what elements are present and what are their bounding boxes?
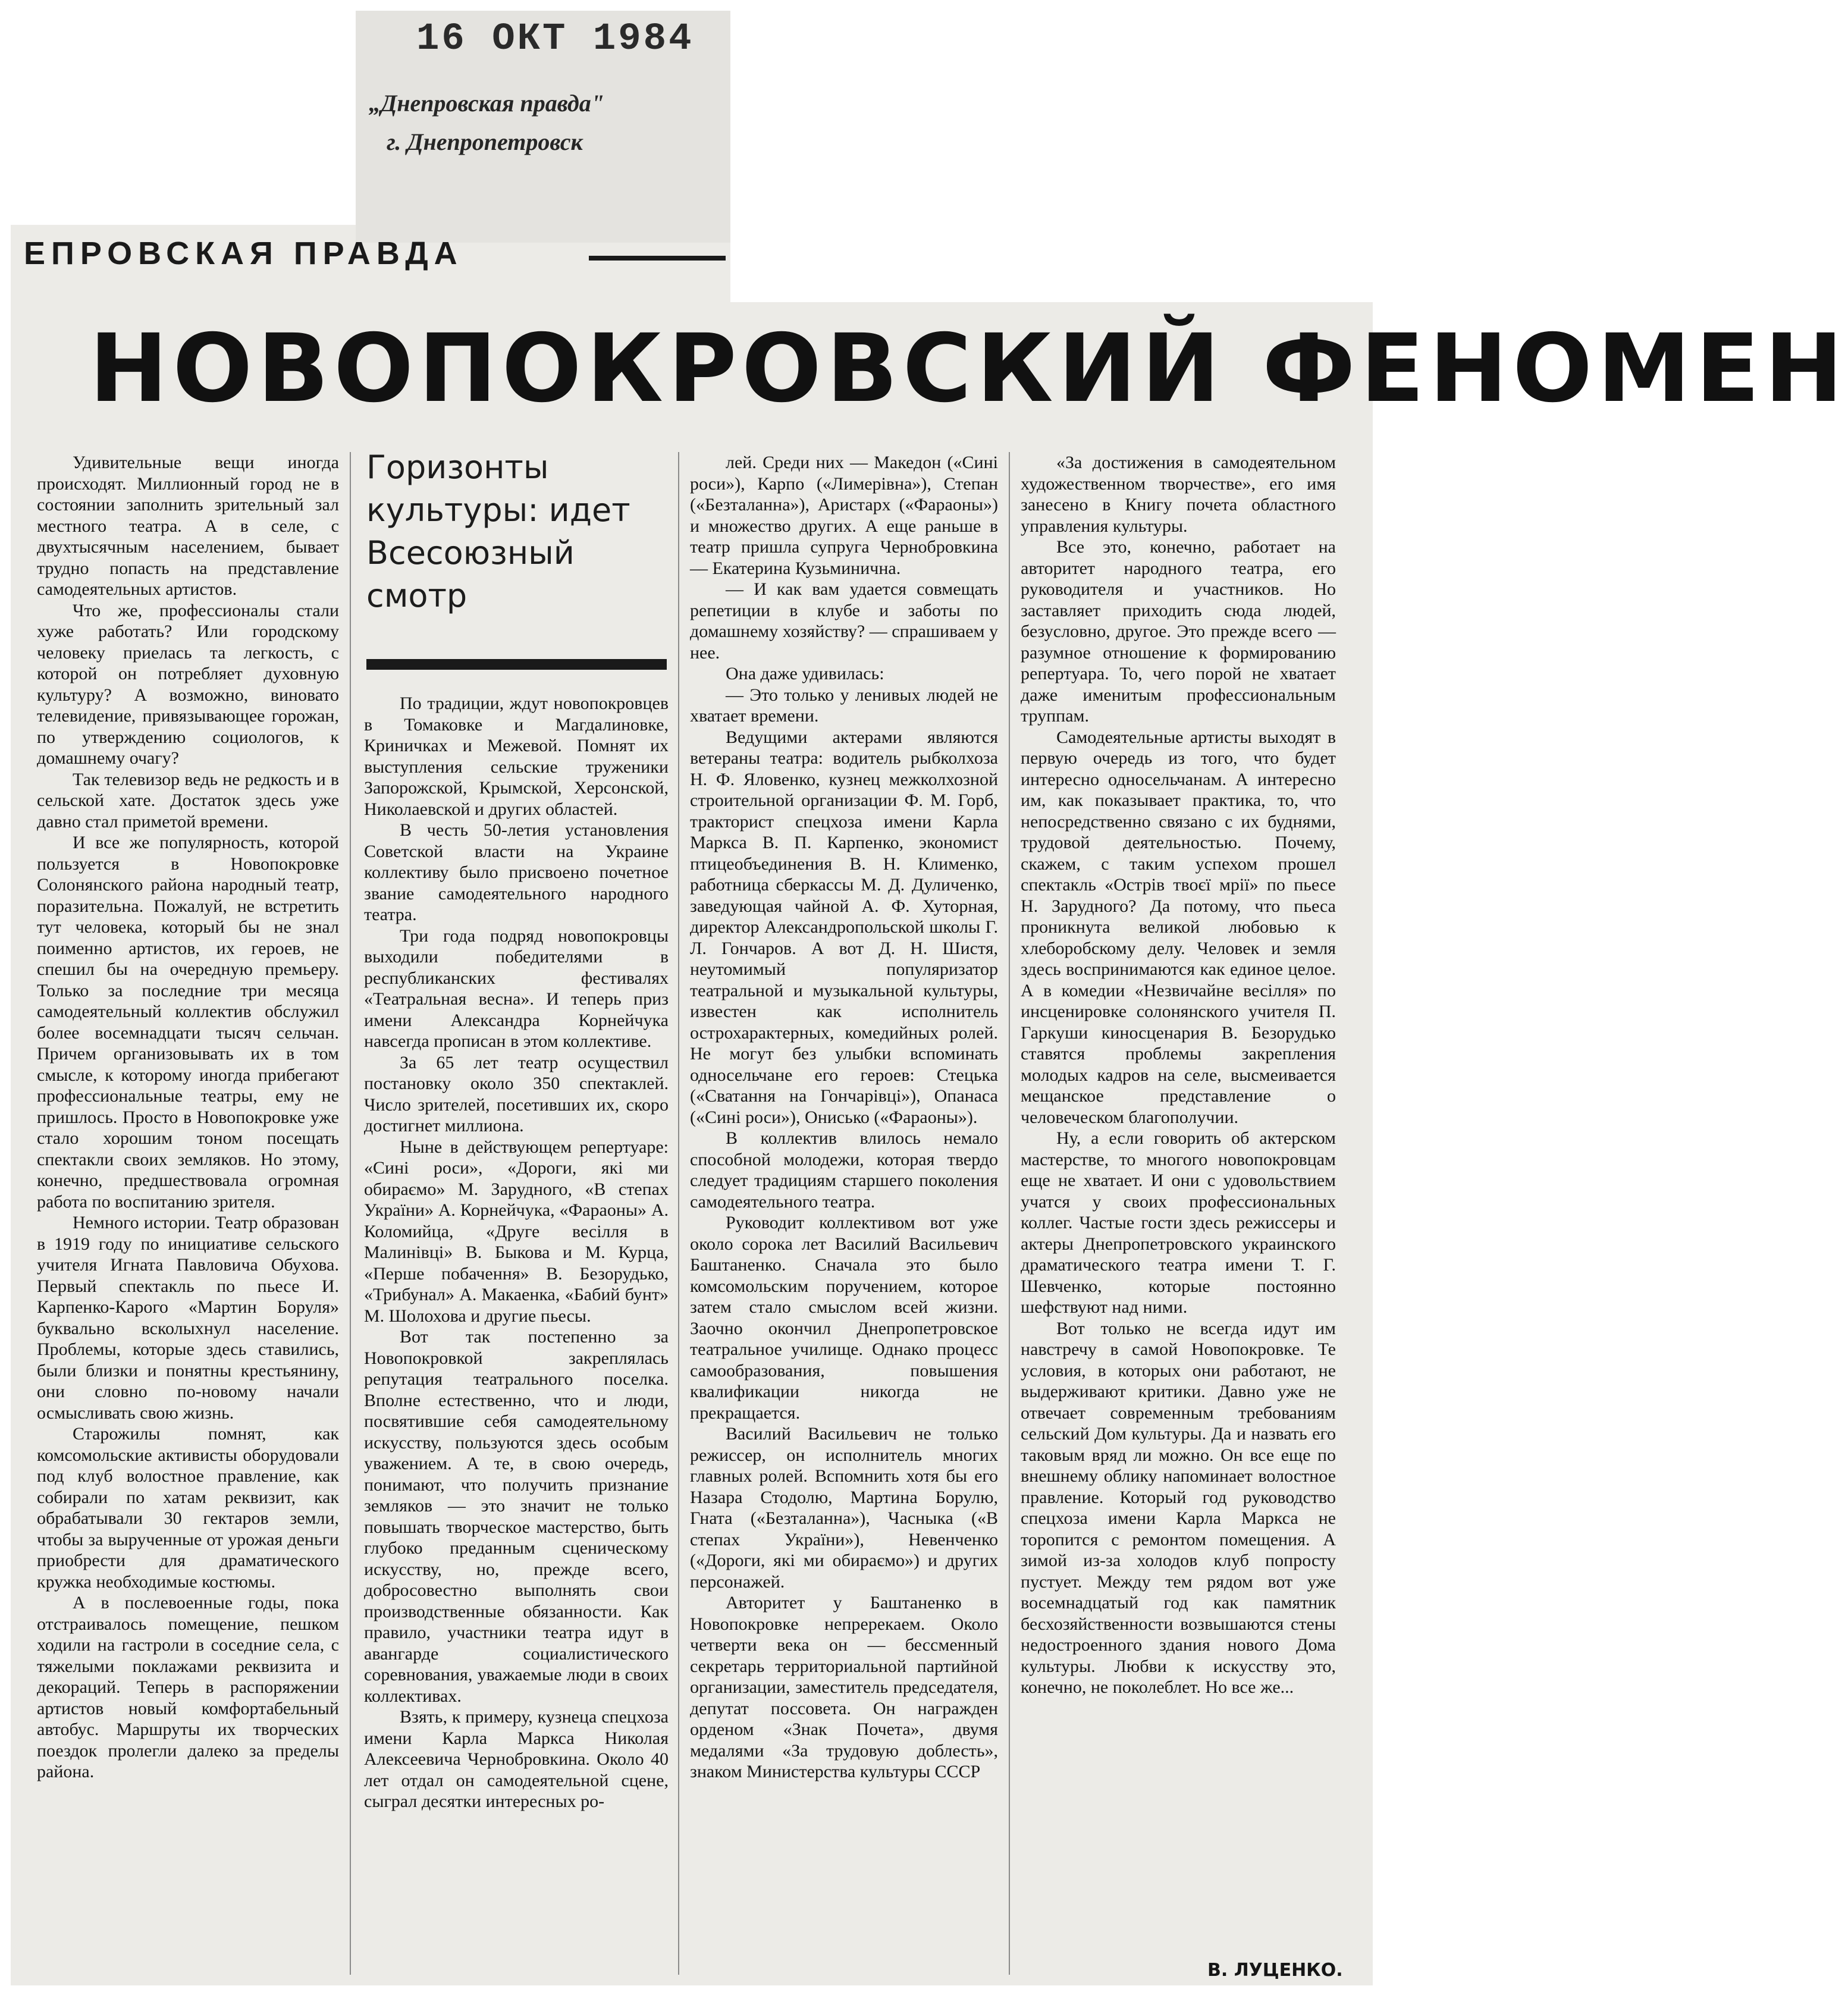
paragraph: Вот только не всегда идут им навстречу в самой Новопокровке. Те условия, в которых они работают, не выдерживают критики. Давно уже не отвечает современным требованиям сельский Дом культуры. Да и назвать его таковым вряд ли можно. Он все еще по внешнему облику напоминает волостное правление. Который год руководство спецхоза имени Карла Маркса не торопится с ремонтом помещения. А зимой из-за холодов клуб попросту пустует. Между тем рядом вот уже восемнадцатый год как памятник бесхозяйственности возвышаются стены недостроенного здания нового Дома культуры. Любви к искусству это, конечно, не поколеблет. Но все же... — [1021, 1318, 1336, 1697]
author-signature: В. ЛУЦЕНКО. — [1207, 1960, 1343, 1981]
paragraph: В честь 50-летия установления Советской власти на Украине коллективу было присвоено почетное звание самодеятельного народного театра. — [364, 820, 669, 924]
paragraph: Взять, к примеру, кузнеца спецхоза имени Карла Маркса Николая Алексеевича Чернобровкина. Около 40 лет отдал он самодеятельной сцене, сыграл десятки интересных ро- — [364, 1707, 669, 1811]
article-column-2 — [364, 693, 669, 1981]
paragraph: По традиции, ждут новопокровцев в Томаковке и Магдалиновке, Криничках и Межевой. Помнят их выступления сельские труженики Запорожской, Крымской, Херсонской, Николаевской и других областей. — [364, 694, 669, 819]
paragraph: Старожилы помнят, как комсомольские активисты оборудовали под клуб волостное правление, как собирали по хатам реквизит, как обрабатывали 30 гектаров земли, чтобы за вырученные от урожая деньги приобрести для драматического кружка необходимые костюмы. — [37, 1424, 339, 1592]
article-headline: НОВОПОКРОВСКИЙ ФЕНОМЕН — [89, 314, 1848, 423]
article-column-1 — [37, 452, 339, 1981]
article-column-3 — [690, 452, 998, 1981]
paragraph: Ну, а если говорить об актерском мастерстве, то многого новопокровцам еще не хватает. И они с удовольствием учатся у своих профессиональных коллег. Частые гости здесь режиссеры и актеры Днепропетровского украинского драматического театра имени Т. Г. Шевченко, которые постоянно шефствуют над ними. — [1021, 1128, 1336, 1317]
rubric-heading: Горизонты культуры: идет Всесоюзный смотр — [366, 448, 630, 614]
paragraph: Что же, профессионалы стали хуже работать? Или городскому человеку приелась та легкость, с которой он потребляет духовную культуру? А возможно, виновато телевидение, привязывающее горожан, по утверждению социологов, к домашнему очагу? — [37, 600, 339, 768]
paragraph: Ныне в действующем репертуаре: «Сині роси», «Дороги, які ми обираємо» М. Зарудного, «В степах України» А. Корнейчука, «Фараоны» А. Коломийца, «Друге весілля в Малинівці» В. Быкова и М. Курца, «Перше побачення» В. Безорудько, «Трибунал» А. Макаенка, «Бабий бунт» М. Шолохова и другие пьесы. — [364, 1137, 669, 1326]
paragraph: Она даже удивилась: — [726, 664, 884, 683]
paragraph: Немного истории. Театр образован в 1919 году по инициативе сельского учителя Игната Павловича Обухова. Первый спектакль по пьесе И. Карпенко-Карого «Мартин Боруля» буквально всколыхнул население. Проблемы, которые здесь ставились, были близки и понятны крестьянину, они словно по-новому начали осмысливать свою жизнь. — [37, 1213, 339, 1423]
column-divider — [1009, 452, 1010, 1975]
column-divider — [678, 452, 679, 1975]
clipping-cut-right — [730, 11, 1373, 302]
paragraph: Ведущими актерами являются ветераны театра: водитель рыбколхоза Н. Ф. Яловенко, кузнец межколхозной строительной организации Ф. М. Горб, тракторист спецхоза имени Карла Маркса В. П. Карпенко, экономист птицеобъединения В. Н. Клименко, работница сберкассы М. Д. Дуличенко, заведующая чайной А. Ф. Хуторная, директор Александропольской школы Г. Л. Гончаров. А вот Д. Н. Шистя, неутомимый популяризатор театральной и музыкальной культуры, известен как исполнитель острохарактерных, комедийных ролей. Не могут без улыбки вспоминать односельчане его героев: Стецька («Сватання на Гончарівці»), Опанаса («Сині роси»), Онисько («Фараоны»). — [690, 727, 998, 1127]
clipping-cut-left — [11, 11, 356, 225]
paragraph: Три года подряд новопокровцы выходили победителями в республиканских фестивалях «Театральная весна». И теперь приз имени Александра Корнейчука навсегда прописан в этом коллективе. — [364, 926, 669, 1051]
column-divider — [350, 452, 351, 1975]
rubric-rule — [366, 659, 667, 670]
stamp-newspaper: „Днепровская правда" — [369, 90, 604, 117]
paragraph: Василий Васильевич не только режиссер, он исполнитель многих главных ролей. Вспомнить хотя бы его Назара Стодолю, Мартина Борулю, Гната («Безталанна»), Часныка («В степах України»), Невенченко («Дороги, які ми обираємо») и других персонажей. — [690, 1424, 998, 1592]
paragraph: — И как вам удается совмещать репетиции в клубе и заботы по домашнему хозяйству? — спрашиваем у нее. — [690, 579, 998, 663]
stamp-city: г. Днепропетровск — [387, 128, 583, 155]
paragraph: В коллектив влилось немало способной молодежи, которая твердо следует традициям старшего поколения самодеятельного театра. — [690, 1128, 998, 1212]
stamp-date: 16 ОКТ 1984 — [416, 18, 694, 61]
paragraph: Вот так постепенно за Новопокровкой закреплялась репутация театрального поселка. Вполне естественно, что и люди, посвятившие себя самодеятельному искусству, пользуются здесь особым уважением. А те, в свою очередь, понимают, что получить признание земляков — это значит не только повышать творческое мастерство, быть глубоко преданным сценическому искусству, но, прежде всего, добросовестно выполнять свои производственные обязанности. Как правило, участники театра идут в авангарде социалистического соревнования, уважаемые люди в своих коллективах. — [364, 1327, 669, 1706]
paragraph: Все это, конечно, работает на авторитет народного театра, его руководителя и участников. Но заставляет приходить сюда людей, безусловно, другое. Это прежде всего — разумное отношение к формированию репертуара. То, чего порой не хватает даже именитым профессиональным труппам. — [1021, 537, 1336, 726]
header-rule — [589, 256, 726, 261]
newspaper-name: ЕПРОВСКАЯ ПРАВДА — [24, 236, 463, 271]
article-column-4 — [1021, 452, 1336, 1954]
paragraph: Так телевизор ведь не редкость и в сельской хате. Достаток здесь уже давно стал приметой времени. — [37, 769, 339, 832]
paragraph: «За достижения в самодеятельном художественном творчестве», его имя занесено в Книгу почета областного управления культуры. — [1021, 453, 1336, 536]
paragraph: И все же популярность, которой пользуется в Новопокровке Солонянского района народный театр, поразительна. Пожалуй, не встретить тут человека, который бы не знал поименно артистов, их героев, не спешил бы на очередную премьеру. Только за последние три месяца самодеятельный коллектив обслужил более восемнадцати тысяч сельчан. Причем организовывать их в том смысле, к которому иногда прибегают профессиональные театры, ему не пришлось. Просто в Новопокровке уже стало хорошим тоном посещать спектакли своих земляков. Но этому, конечно, предшествовала огромная работа по воспитанию зрителя. — [37, 833, 339, 1212]
paragraph: А в послевоенные годы, пока отстраивалось помещение, пешком ходили на гастроли в соседние села, с тяжелыми поклажами реквизита и декораций. Теперь в распоряжении артистов новый комфортабельный автобус. Маршруты их творческих поездок пролегли далеко за пределы района. — [37, 1593, 339, 1781]
paragraph: Удивительные вещи иногда происходят. Миллионный город не в состоянии заполнить зрительный зал местного театра. А в селе, с двухтысячным населением, бывает трудно попасть на представление самодеятельных артистов. — [37, 453, 339, 599]
paragraph: За 65 лет театр осуществил постановку около 350 спектаклей. Число зрителей, посетивших их, скоро достигнет миллиона. — [364, 1052, 669, 1135]
paragraph: Руководит коллективом вот уже около сорока лет Василий Васильевич Баштаненко. Сначала это было комсомольским поручением, которое затем стало смыслом всей жизни. Заочно окончил Днепропетровское театральное училище. Однако процесс самообразования, повышения квалификации никогда не прекращается. — [690, 1213, 998, 1423]
paragraph: Авторитет у Баштаненко в Новопокровке непререкаем. Около четверти века он — бессменный секретарь территориальной партийной организации, заместитель председателя, депутат поссовета. Он награжден орденом «Знак Почета», двумя медалями «За трудовую доблесть», знаком Министерства культуры СССР — [690, 1593, 998, 1781]
paragraph: — Это только у ленивых людей не хватает времени. — [690, 685, 998, 726]
paragraph: Самодеятельные артисты выходят в первую очередь из того, что будет интересно односельчанам. А интересно им, как показывает практика, то, что непосредственно связано с их буднями, трудовой деятельностью. Почему, скажем, с таким успехом прошел спектакль «Острів твоєї мрії» по пьесе Н. Зарудного? Да потому, что пьеса проникнута великой любовью к хлеборобскому делу. Человек и земля здесь воспринимаются как единое целое. А в комедии «Незвичайне весілля» по инсценировке солонянского учителя П. Гаркуши киносценария В. Безорудько ставятся проблемы закрепления молодых кадров на селе, высмеивается мещанское представление о человеческом благополучии. — [1021, 727, 1336, 1127]
paragraph: лей. Среди них — Македон («Сині роси»), Карпо («Лимерівна»), Степан («Безталанна»), Аристарх («Фараоны») и множество других. А еще раньше в театр пришла супруга Чернобровкина — Екатерина Кузьминична. — [690, 453, 998, 578]
